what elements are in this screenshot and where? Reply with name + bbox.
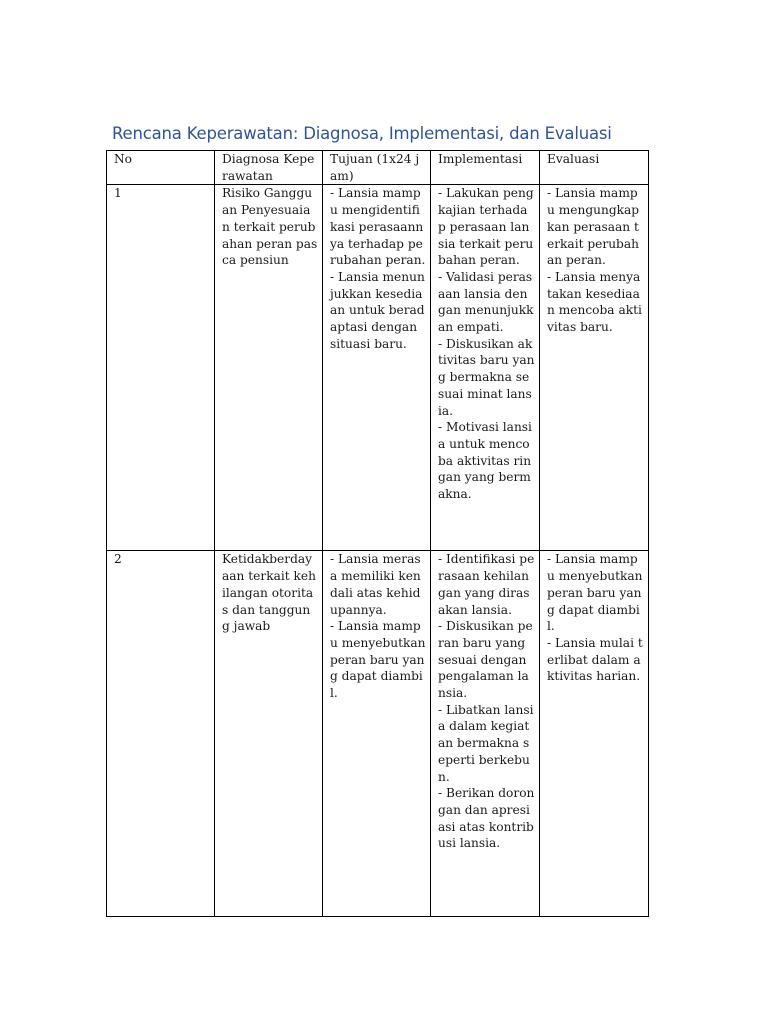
cell-diagnosa: Risiko Gangguan Penyesuaian terkait perubahan peran pasca pensiun — [215, 185, 323, 551]
table-row — [107, 185, 649, 551]
cell-implementasi: - Lakukan pengkajian terhadap perasaan lansia terkait perubahan peran. - Validasi perasaan lansia dengan menunjukkan empati. - Diskusikan aktivitas baru yang bermakna sesuai minat lansia. - Motivasi lansia untuk mencoba aktivitas ringan yang bermakna. — [431, 185, 540, 551]
header-implementasi: Implementasi — [431, 151, 540, 185]
cell-tujuan: - Lansia mampu mengidentifikasi perasaannya terhadap perubahan peran. - Lansia menunjukkan kesediaan untuk beradaptasi dengan situasi baru. — [323, 185, 431, 551]
header-evaluasi: Evaluasi — [540, 151, 649, 185]
care-plan-table — [106, 150, 649, 917]
cell-tujuan: - Lansia merasa memiliki kendali atas kehidupannya. - Lansia mampu menyebutkan peran baru yang dapat diambil. — [323, 551, 431, 917]
cell-no: 1 — [107, 185, 215, 551]
cell-evaluasi: - Lansia mampu mengungkapkan perasaan terkait perubahan peran. - Lansia menyatakan kesediaan mencoba aktivitas baru. — [540, 185, 649, 551]
cell-diagnosa: Ketidakberdayaan terkait kehilangan otoritas dan tanggung jawab — [215, 551, 323, 917]
cell-no: 2 — [107, 551, 215, 917]
cell-implementasi: - Identifikasi perasaan kehilangan yang dirasakan lansia. - Diskusikan peran baru yang sesuai dengan pengalaman lansia. - Libatkan lansia dalam kegiatan bermakna seperti berkebun. - Berikan dorongan dan apresiasi atas kontribusi lansia. — [431, 551, 540, 917]
cell-evaluasi: - Lansia mampu menyebutkan peran baru yang dapat diambil. - Lansia mulai terlibat dalam aktivitas harian. — [540, 551, 649, 917]
page-title: Rencana Keperawatan: Diagnosa, Implementasi, dan Evaluasi — [112, 124, 612, 143]
header-diagnosa: Diagnosa Keperawatan — [215, 151, 323, 185]
header-no: No — [107, 151, 215, 185]
table-row — [107, 551, 649, 917]
header-tujuan: Tujuan (1x24 jam) — [323, 151, 431, 185]
table-header-row — [107, 151, 649, 185]
